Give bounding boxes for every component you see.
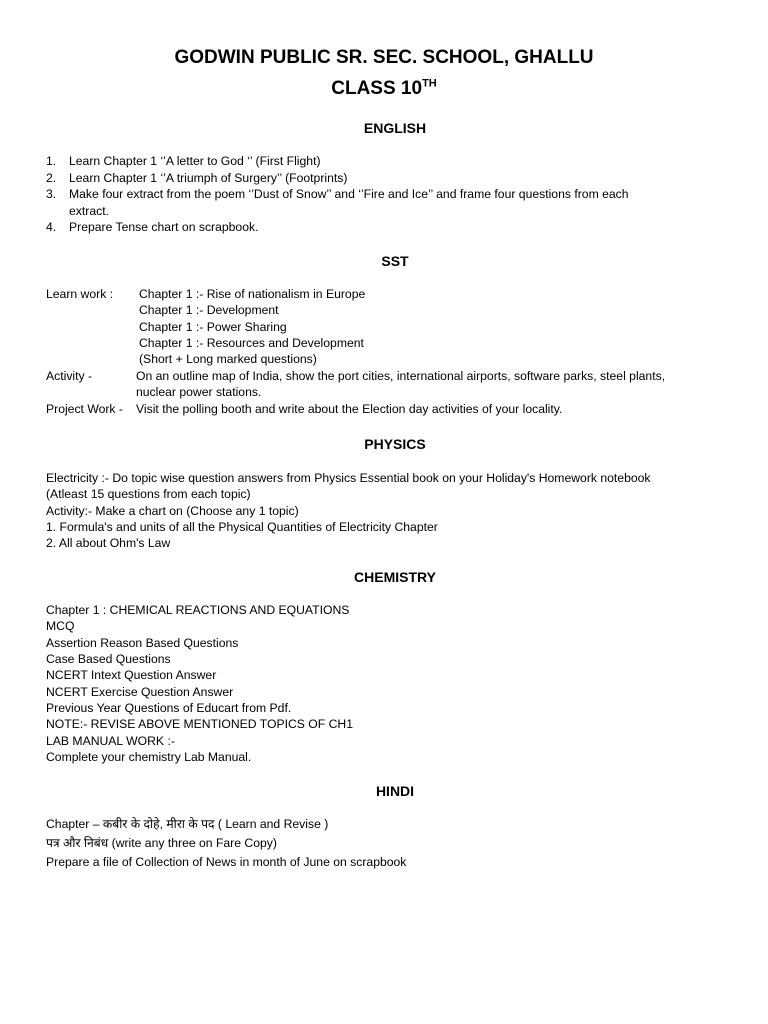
- class-superscript: TH: [422, 77, 437, 90]
- list-number: 3.: [46, 187, 57, 201]
- learn-item: Chapter 1 :- Rise of nationalism in Europe: [139, 287, 366, 301]
- english-heading: ENGLISH: [363, 120, 427, 136]
- chemistry-line: Case Based Questions: [46, 652, 171, 666]
- list-number: 1.: [46, 154, 57, 168]
- project-work-text: Visit the polling booth and write about the Election day activities of your locality.: [136, 402, 563, 416]
- list-text: Prepare Tense chart on scrapbook.: [69, 220, 259, 234]
- learn-item: Chapter 1 :- Development: [139, 303, 279, 317]
- physics-line: Electricity :- Do topic wise question answers from Physics Essential book on your Holiday's Homework notebook: [46, 471, 651, 485]
- physics-line: 1. Formula's and units of all the Physical Quantities of Electricity Chapter: [46, 520, 438, 534]
- chemistry-line: LAB MANUAL WORK :-: [46, 734, 175, 748]
- hindi-heading: HINDI: [375, 783, 415, 799]
- sst-heading: SST: [381, 253, 409, 269]
- project-work-label: Project Work -: [46, 402, 123, 416]
- physics-line: Activity:- Make a chart on (Choose any 1 topic): [46, 504, 299, 518]
- chemistry-line: Complete your chemistry Lab Manual.: [46, 750, 252, 764]
- learn-item: Chapter 1 :- Resources and Development: [139, 336, 364, 350]
- hindi-line: Prepare a file of Collection of News in month of June on scrapbook: [46, 855, 407, 869]
- physics-line: (Atleast 15 questions from each topic): [46, 487, 251, 501]
- list-number: 4.: [46, 220, 57, 234]
- class-text: CLASS 10: [331, 78, 423, 99]
- chemistry-line: Previous Year Questions of Educart from Pdf.: [46, 701, 292, 715]
- hindi-line: Chapter – कबीर के दोहे, मीरा के पद ( Learn and Revise ): [46, 817, 329, 831]
- chemistry-line: Chapter 1 : CHEMICAL REACTIONS AND EQUATIONS: [46, 603, 350, 617]
- learn-item: Chapter 1 :- Power Sharing: [139, 320, 287, 334]
- activity-text: nuclear power stations.: [136, 385, 262, 399]
- chemistry-line: NOTE:- REVISE ABOVE MENTIONED TOPICS OF CH1: [46, 717, 354, 731]
- chemistry-line: Assertion Reason Based Questions: [46, 636, 239, 650]
- hindi-line: पत्र और निबंध (write any three on Fare Copy): [46, 836, 277, 850]
- learn-item: (Short + Long marked questions): [139, 352, 317, 366]
- chemistry-line: NCERT Exercise Question Answer: [46, 685, 234, 699]
- school-name: GODWIN PUBLIC SR. SEC. SCHOOL, GHALLU: [174, 47, 594, 68]
- chemistry-heading: CHEMISTRY: [354, 569, 436, 585]
- list-text: Learn Chapter 1 ‘’A letter to God ‘’ (First Flight): [69, 154, 321, 168]
- activity-label: Activity -: [46, 369, 93, 383]
- learn-work-label: Learn work :: [46, 287, 114, 301]
- physics-line: 2. All about Ohm's Law: [46, 536, 171, 550]
- list-text: Learn Chapter 1 ‘’A triumph of Surgery’’ (Footprints): [69, 171, 348, 185]
- chemistry-line: MCQ: [46, 619, 75, 633]
- list-text: Make four extract from the poem ‘’Dust of Snow’’ and ‘’Fire and Ice’’ and frame four questions from each: [69, 187, 629, 201]
- chemistry-line: NCERT Intext Question Answer: [46, 668, 217, 682]
- physics-heading: PHYSICS: [364, 436, 426, 452]
- activity-text: On an outline map of India, show the port cities, international airports, software parks, steel plants,: [136, 369, 666, 383]
- list-number: 2.: [46, 171, 57, 185]
- list-text-continued: extract.: [69, 204, 109, 218]
- class-title: [0, 76, 768, 102]
